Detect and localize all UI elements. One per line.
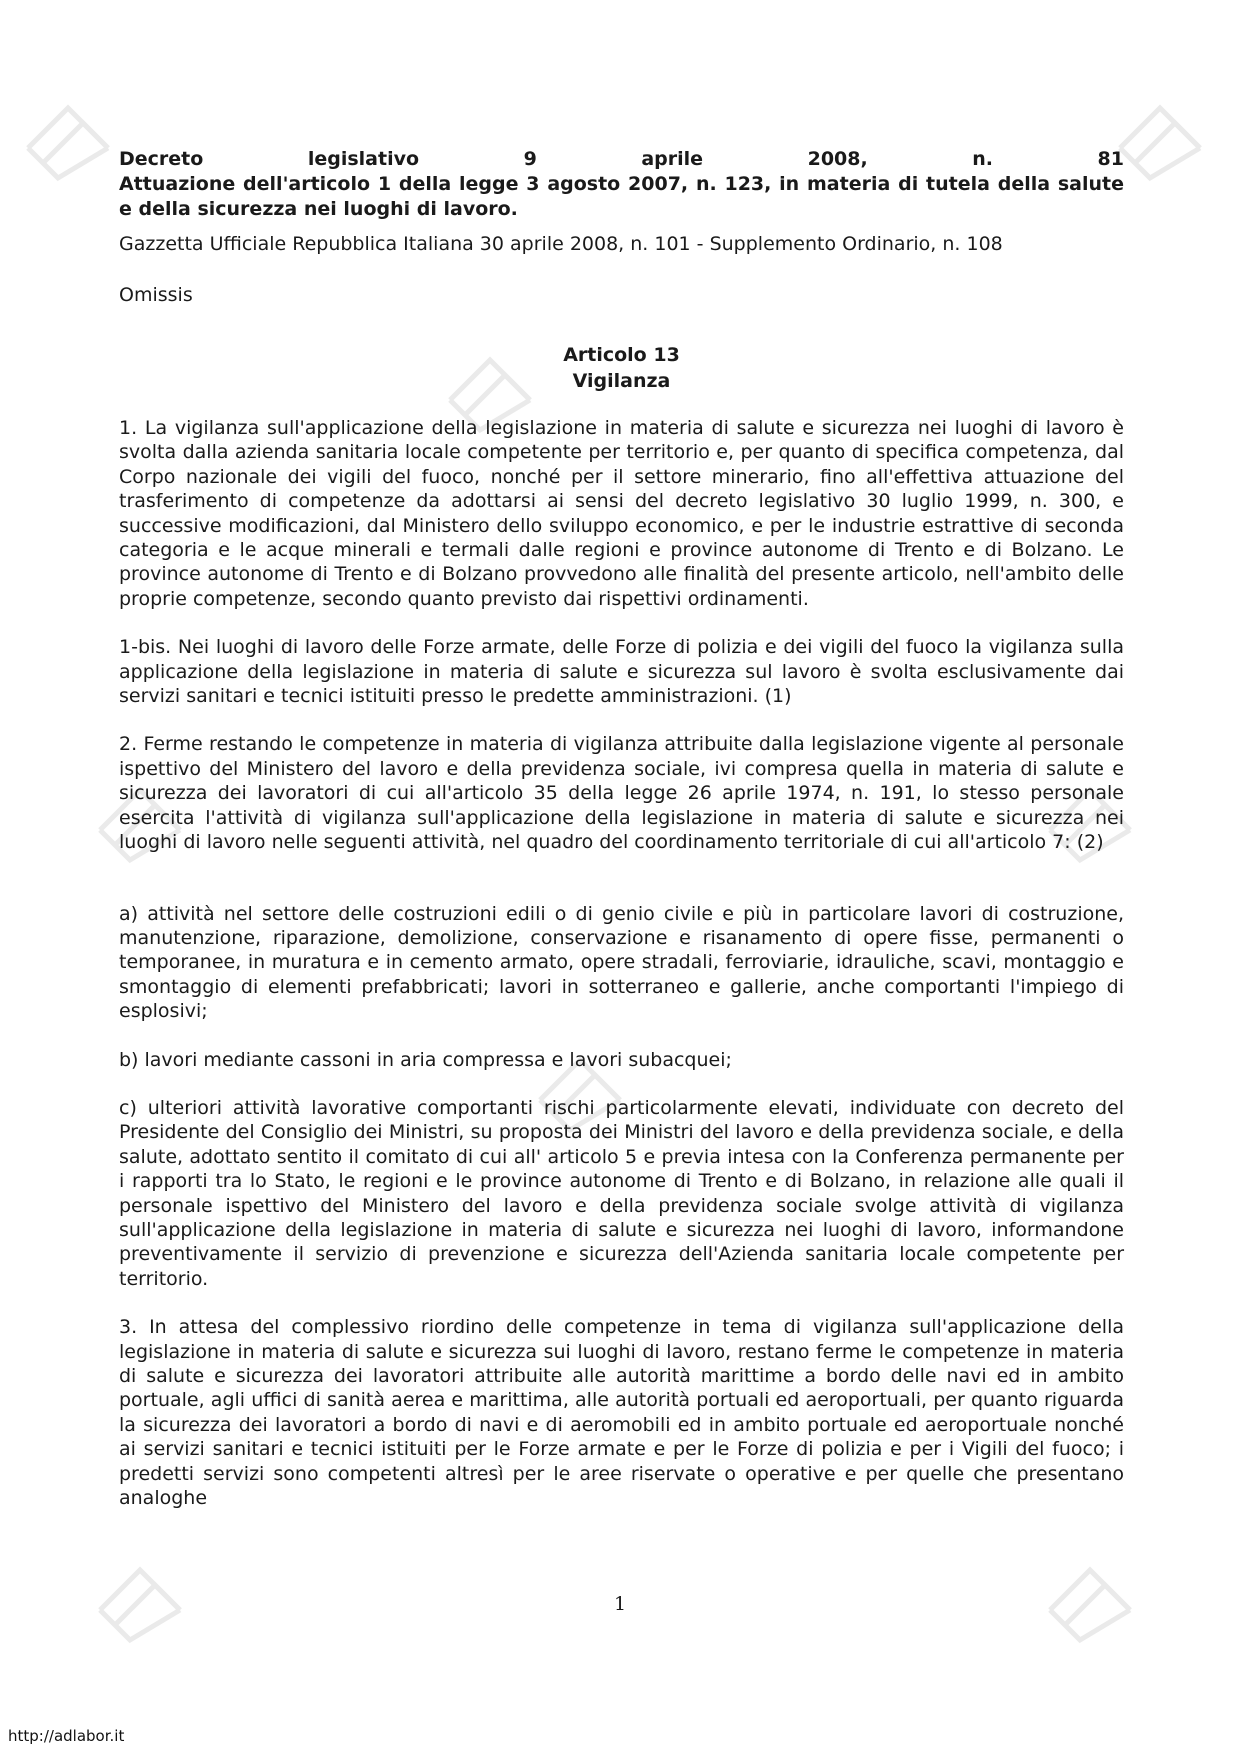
title-word: 9 [523, 148, 537, 170]
article-title: Vigilanza [572, 370, 671, 392]
title-subject: Attuazione dell'articolo 1 della legge 3 agosto 2007, n. 123, in materia di tutela della salute e della sicurezza nei luoghi di lavoro. [119, 173, 1124, 220]
footer-source-link[interactable]: http://adlabor.it [8, 1727, 125, 1745]
paragraph-1: 1. La vigilanza sull'applicazione della legislazione in materia di salute e sicurezza nei luoghi di lavoro è svolta dalla azienda sanitaria locale competente per territorio e, per quanto di specifica competenza, dal Corpo nazionale dei vigili del fuoco, nonché per il settore minerario, fino all'effettiva attuazione del trasferimento di competenze da adottarsi ai sensi del decreto legislativo 30 luglio 1999, n. 300, e successive modificazioni, dal Ministero dello sviluppo economico, e per le industrie estrattive di seconda categoria e le acque minerali e termali dalle regioni e province autonome di Trento e di Bolzano. Le province autonome di Trento e di Bolzano provvedono alle finalità del presente articolo, nell'ambito delle proprie competenze, secondo quanto previsto dai rispettivi ordinamenti. [119, 417, 1124, 610]
document-title [119, 147, 1124, 222]
omissis-note: Omissis [119, 284, 193, 306]
document-page [119, 147, 1124, 1510]
title-word: Decreto [119, 148, 204, 170]
title-word: legislativo [307, 148, 420, 170]
title-word: 81 [1097, 148, 1124, 170]
title-first-line [119, 147, 1124, 172]
watermark-icon [8, 78, 128, 198]
gazzetta-reference: Gazzetta Ufficiale Repubblica Italiana 30 aprile 2008, n. 101 - Supplemento Ordinario, n. 108 [119, 233, 1003, 255]
title-word: aprile [641, 148, 704, 170]
paragraph-1-bis: 1-bis. Nei luoghi di lavoro delle Forze armate, delle Forze di polizia e dei vigili del fuoco la vigilanza sulla applicazione della legislazione in materia di salute e sicurezza sul lavoro è svolta esclusivamente dai servizi sanitari e tecnici istituiti presso le predette amministrazioni. (1) [119, 636, 1124, 708]
title-word: n. [972, 148, 993, 170]
page-number: 1 [613, 1593, 627, 1615]
paragraph-item-c: c) ulteriori attività lavorative comportanti rischi particolarmente elevati, individuate con decreto del Presidente del Consiglio dei Ministri, su proposta dei Ministri del lavoro e della previdenza sociale, e della salute, adottato sentito il comitato di cui all' articolo 5 e previa intesa con la Conferenza permanente per i rapporti tra lo Stato, le regioni e le province autonome di Trento e di Bolzano, in relazione alle quali il personale ispettivo del Ministero del lavoro e della previdenza sociale svolge attività di vigilanza sull'applicazione della legislazione in materia di salute e sicurezza nei luoghi di lavoro, informandone preventivamente il servizio di prevenzione e sicurezza dell'Azienda sanitaria locale competente per territorio. [119, 1096, 1124, 1290]
paragraph-2: 2. Ferme restando le competenze in materia di vigilanza attribuite dalla legislazione vigente al personale ispettivo del Ministero del lavoro e della previdenza sociale, ivi compresa quella in materia di salute e sicurezza dei lavoratori di cui all'articolo 35 della legge 26 aprile 1974, n. 191, lo stesso personale esercita l'attività di vigilanza sull'applicazione della legislazione in materia di salute e sicurezza nei luoghi di lavoro nelle seguenti attività, nel quadro del coordinamento territoriale di cui all'articolo 7: (2) [119, 733, 1124, 854]
title-word: 2008, [807, 148, 868, 170]
paragraph-3: 3. In attesa del complessivo riordino delle competenze in tema di vigilanza sull'applicazione della legislazione in materia di salute e sicurezza sui luoghi di lavoro, restano ferme le competenze in materia di salute e sicurezza dei lavoratori attribuite alle autorità marittime a bordo delle navi ed in ambito portuale, agli uffici di sanità aerea e marittima, alle autorità portuali ed aeroportuali, per quanto riguarda la sicurezza dei lavoratori a bordo di navi e di aeromobili ed in ambito portuale ed aeroportuale nonché ai servizi sanitari e tecnici istituiti per le Forze armate e per le Forze di polizia e per i Vigili del fuoco; i predetti servizi sono competenti altresì per le aree riservate o operative e per quelle che presentano analoghe [119, 1316, 1124, 1510]
article-heading [119, 342, 1124, 394]
article-number: Articolo 13 [563, 344, 680, 366]
paragraph-item-b: b) lavori mediante cassoni in aria compressa e lavori subacquei; [119, 1048, 732, 1071]
paragraph-item-a: a) attività nel settore delle costruzioni edili o di genio civile e più in particolare lavori di costruzione, manutenzione, riparazione, demolizione, conservazione e risanamento di opere fisse, permanenti o temporanee, in muratura e in cemento armato, opere stradali, ferroviarie, idrauliche, scavi, montaggio e smontaggio di elementi prefabbricati; lavori in sotterraneo e gallerie, anche comportanti l'impiego di esplosivi; [119, 902, 1124, 1023]
